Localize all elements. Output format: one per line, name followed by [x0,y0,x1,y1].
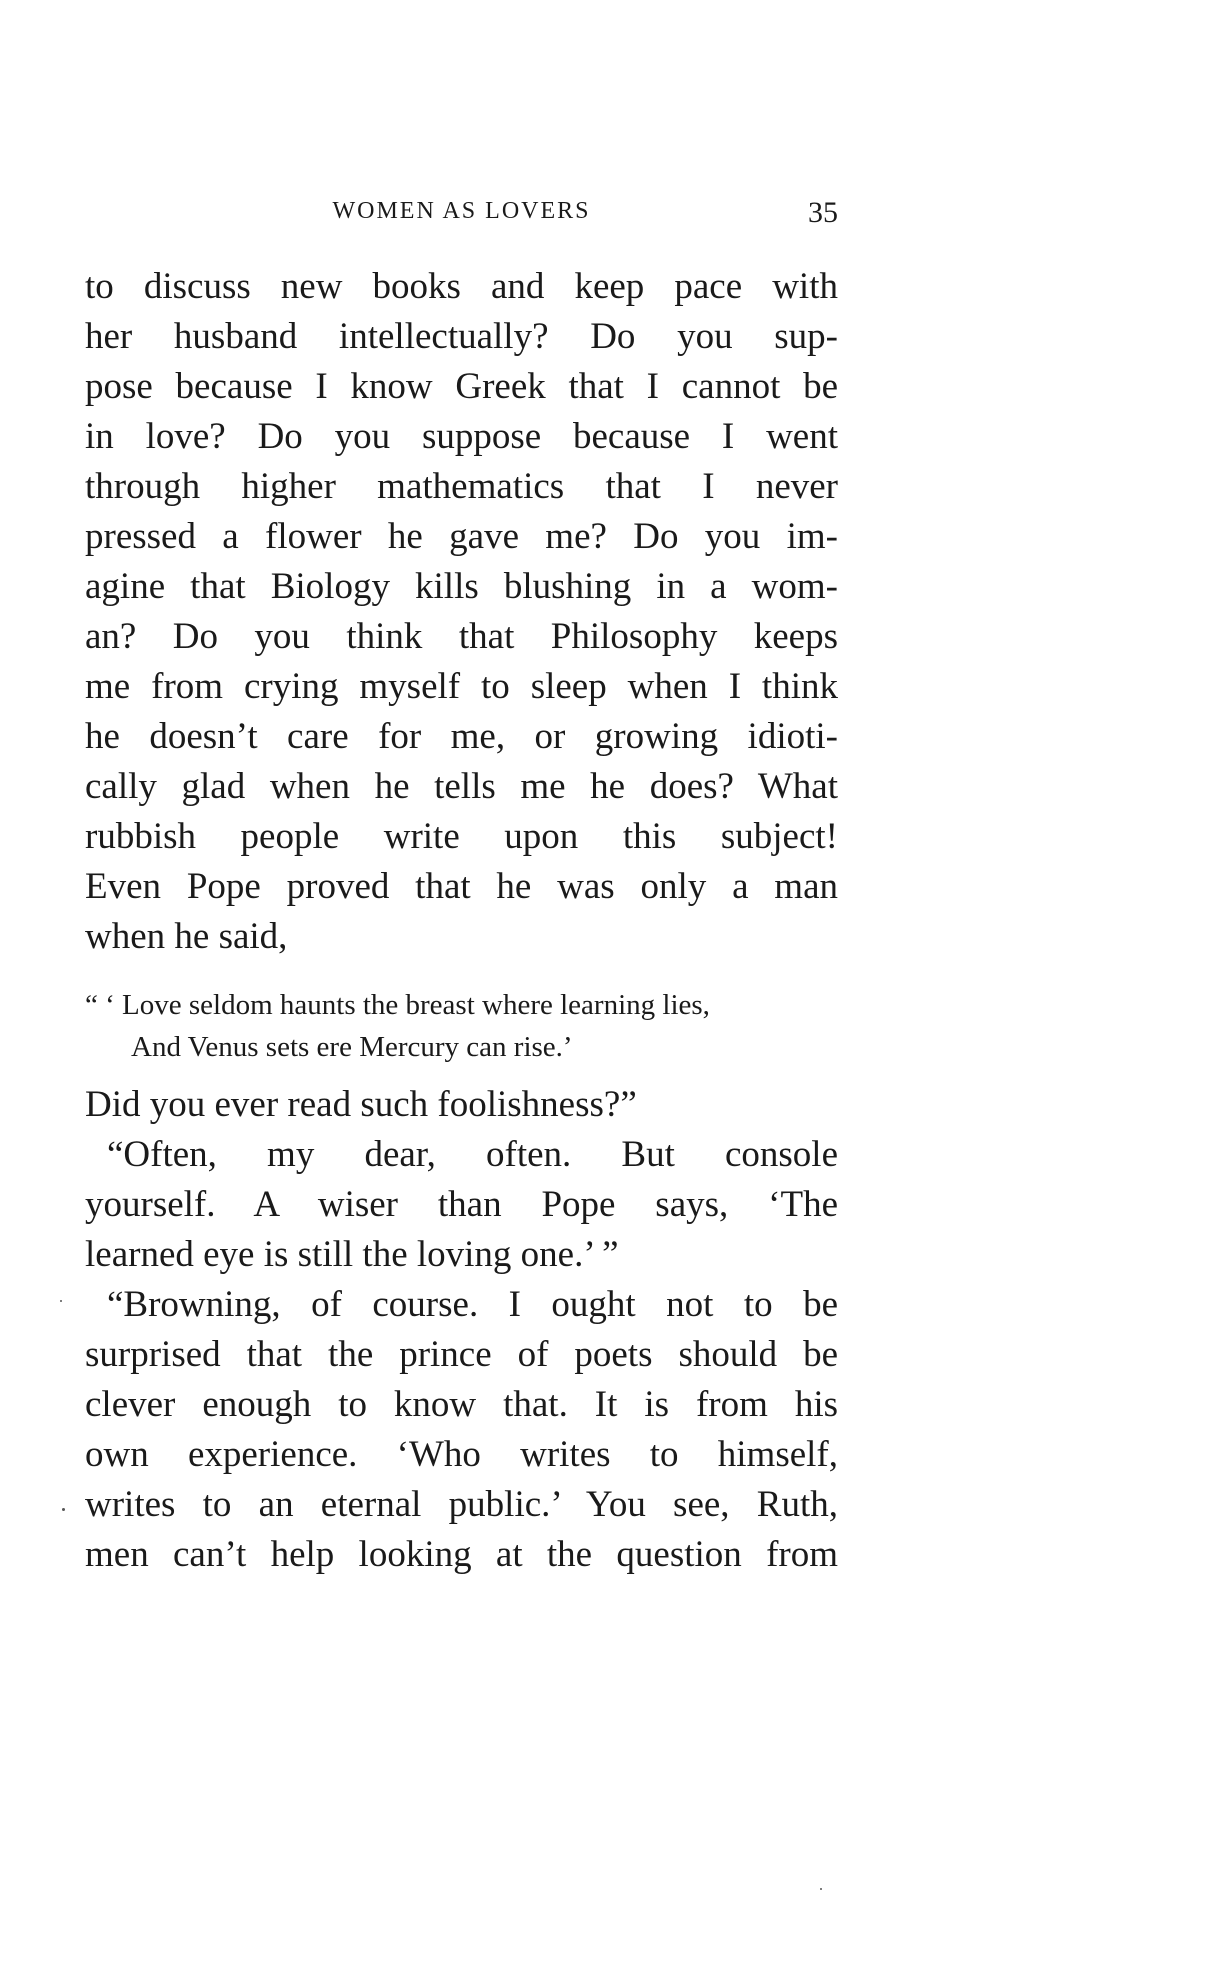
text-line: in love? Do you suppose because I went [85,416,838,457]
paragraph [85,1080,838,1130]
text-line: yourself. A wiser than Pope says, ‘The [85,1184,838,1225]
text-line: rubbish people write upon this subject! [85,816,838,857]
body-text [85,262,838,1580]
text-line: learned eye is still the loving one.’ ” [85,1234,619,1275]
text-line: pressed a flower he gave me? Do you im- [85,516,838,557]
text-line: he doesn’t care for me, or growing idioti- [85,716,838,757]
text-line: to discuss new books and keep pace with [85,266,838,307]
paper-speck [62,1508,65,1511]
text-line: when he said, [85,916,288,957]
text-line: agine that Biology kills blushing in a wom- [85,566,838,607]
text-line: an? Do you think that Philosophy keeps [85,616,838,657]
paper-speck [820,1888,822,1890]
paragraph [85,1280,838,1580]
verse-line: And Venus sets ere Mercury can rise.’ [131,1031,573,1063]
text-line: through higher mathematics that I never [85,466,838,507]
running-head [85,190,838,230]
paragraph [85,1130,838,1280]
text-line: Even Pope proved that he was only a man [85,866,838,907]
paper-speck [60,1300,62,1302]
text-line: me from crying myself to sleep when I think [85,666,838,707]
page-number: 35 [808,196,838,229]
text-line: surprised that the prince of poets should be [85,1334,838,1375]
running-title: WOMEN AS LOVERS [332,198,591,224]
text-line: men can’t help looking at the question from [85,1534,838,1575]
verse-quotation [85,984,838,1068]
paragraph [85,262,838,962]
text-line: “Browning, of course. I ought not to be [107,1284,838,1325]
text-line: clever enough to know that. It is from his [85,1384,838,1425]
text-line: Did you ever read such foolishness?” [85,1084,637,1125]
text-line: “Often, my dear, often. But console [107,1134,838,1175]
text-line: writes to an eternal public.’ You see, Ruth, [85,1484,838,1525]
verse-line: “ ‘ Love seldom haunts the breast where learning lies, [85,989,710,1021]
text-line: own experience. ‘Who writes to himself, [85,1434,838,1475]
text-line: her husband intellectually? Do you sup- [85,316,838,357]
text-line: cally glad when he tells me he does? What [85,766,838,807]
text-line: pose because I know Greek that I cannot be [85,366,838,407]
